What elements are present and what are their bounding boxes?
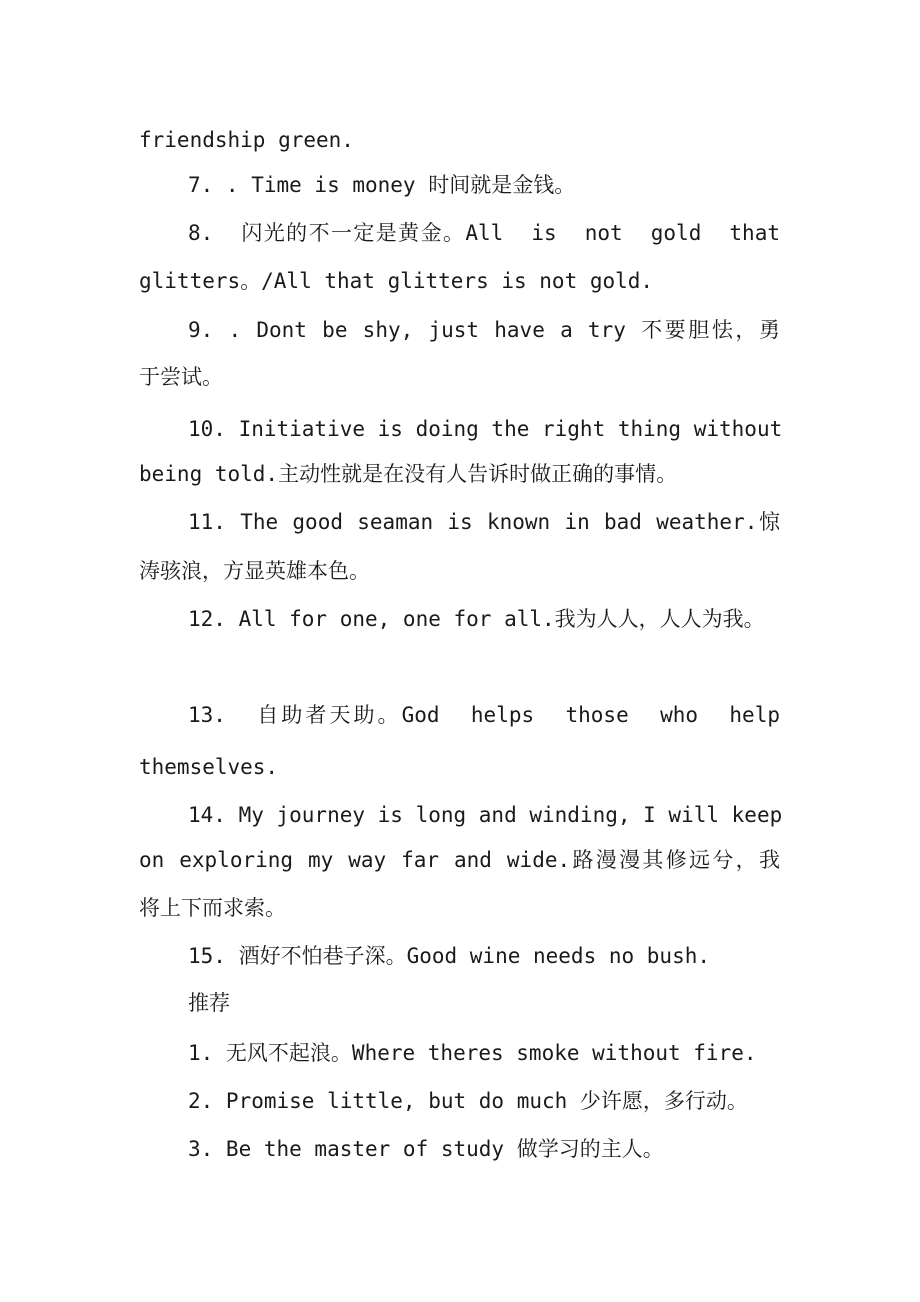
paragraph-line: 1. 无风不起浪。Where theres smoke without fire.	[188, 1041, 757, 1065]
paragraph-line: 13. 自助者天助。God helps those who help	[188, 703, 780, 727]
paragraph-line: 将上下而求索。	[139, 896, 286, 920]
paragraph-line: being told.主动性就是在没有人告诉时做正确的事情。	[139, 462, 678, 486]
section-heading: 推荐	[188, 991, 230, 1015]
paragraph-line: 9. . Dont be shy, just have a try 不要胆怯，勇	[188, 318, 780, 342]
paragraph-line: themselves.	[139, 755, 279, 779]
paragraph-line: 12. All for one, one for all.我为人人，人人为我。	[188, 607, 765, 631]
paragraph-line: 涛骇浪，方显英雄本色。	[139, 559, 370, 583]
paragraph-line: 14. My journey is long and winding, I will keep	[188, 803, 783, 827]
paragraph-line: 2. Promise little, but do much 少许愿，多行动。	[188, 1089, 748, 1113]
paragraph-line: 于尝试。	[139, 365, 223, 389]
paragraph-line: 3. Be the master of study 做学习的主人。	[188, 1137, 664, 1161]
paragraph-line: 11. The good seaman is known in bad weather.惊	[188, 510, 780, 534]
paragraph-line: friendship green.	[139, 128, 354, 152]
paragraph-line: 8. 闪光的不一定是黄金。All is not gold that	[188, 221, 780, 245]
paragraph-line: 7. . Time is money 时间就是金钱。	[188, 173, 576, 197]
paragraph-line: 15. 酒好不怕巷子深。Good wine needs no bush.	[188, 944, 711, 968]
paragraph-line: on exploring my way far and wide.路漫漫其修远兮，我	[139, 848, 780, 872]
paragraph-line: 10. Initiative is doing the right thing without	[188, 417, 783, 441]
paragraph-line: glitters。/All that glitters is not gold.	[139, 269, 654, 293]
